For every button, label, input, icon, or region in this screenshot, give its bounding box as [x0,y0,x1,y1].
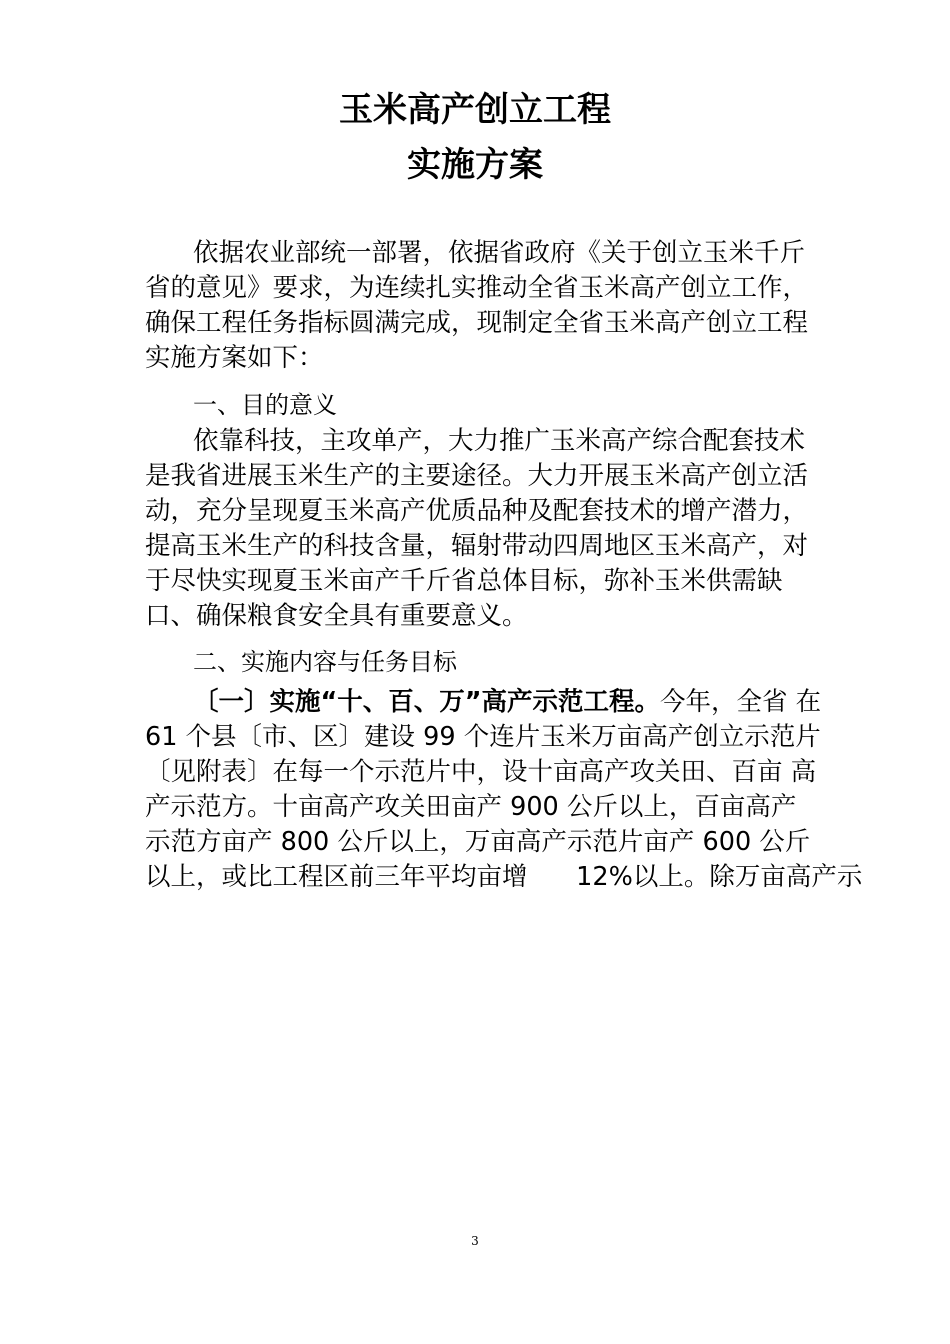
text-line: 动，充分呈现夏玉米高产优质品种及配套技术的增产潜力， [145,496,809,526]
section-heading: 一、目的意义 [193,391,337,419]
text-line: 〔见附表〕在每一个示范片中，设十亩高产攻关田、百亩 高 [145,757,817,787]
text-line: 依靠科技，主攻单产，大力推广玉米高产综合配套技术 [193,426,806,456]
text-line: 是我省进展玉米生产的主要途径。大力开展玉米高产创立活 [145,461,809,491]
page-number: 3 [471,1234,479,1248]
text-line: 产示范方。十亩高产攻关田亩产 900 公斤以上，百亩高产 [145,792,797,822]
text-line: 61 个县〔市、区〕建设 99 个连片玉米万亩高产创立示范片 [145,722,821,752]
text-run: 今年，全省 在 [660,687,822,717]
text-line: 口、确保粮食安全具有重要意义。 [145,601,528,631]
document-subtitle: 实施方案 [407,145,543,185]
text-line: 实施方案如下： [145,343,324,373]
text-line: 于尽快实现夏玉米亩产千斤省总体目标，弥补玉米供需缺 [145,566,783,596]
subsection-heading: 〔一〕实施“十、百、万”高产示范工程。 [193,687,661,717]
text-line: 示范方亩产 800 公斤以上，万亩高产示范片亩产 600 公斤 [145,827,811,857]
text-line: 省的意见》要求，为连续扎实推动全省玉米高产创立工作， [145,273,809,303]
text-line: 以上，或比工程区前三年平均亩增 12%以上。除万亩高产示 [145,862,863,892]
text-line [193,685,821,719]
document-title: 玉米高产创立工程 [339,90,611,130]
text-line: 确保工程任务指标圆满完成，现制定全省玉米高产创立工程 [145,308,809,338]
text-line: 依据农业部统一部署，依据省政府《关于创立玉米千斤 [193,238,806,268]
text-line: 提高玉米生产的科技含量，辐射带动四周地区玉米高产，对 [145,531,809,561]
section-heading: 二、实施内容与任务目标 [193,648,457,676]
